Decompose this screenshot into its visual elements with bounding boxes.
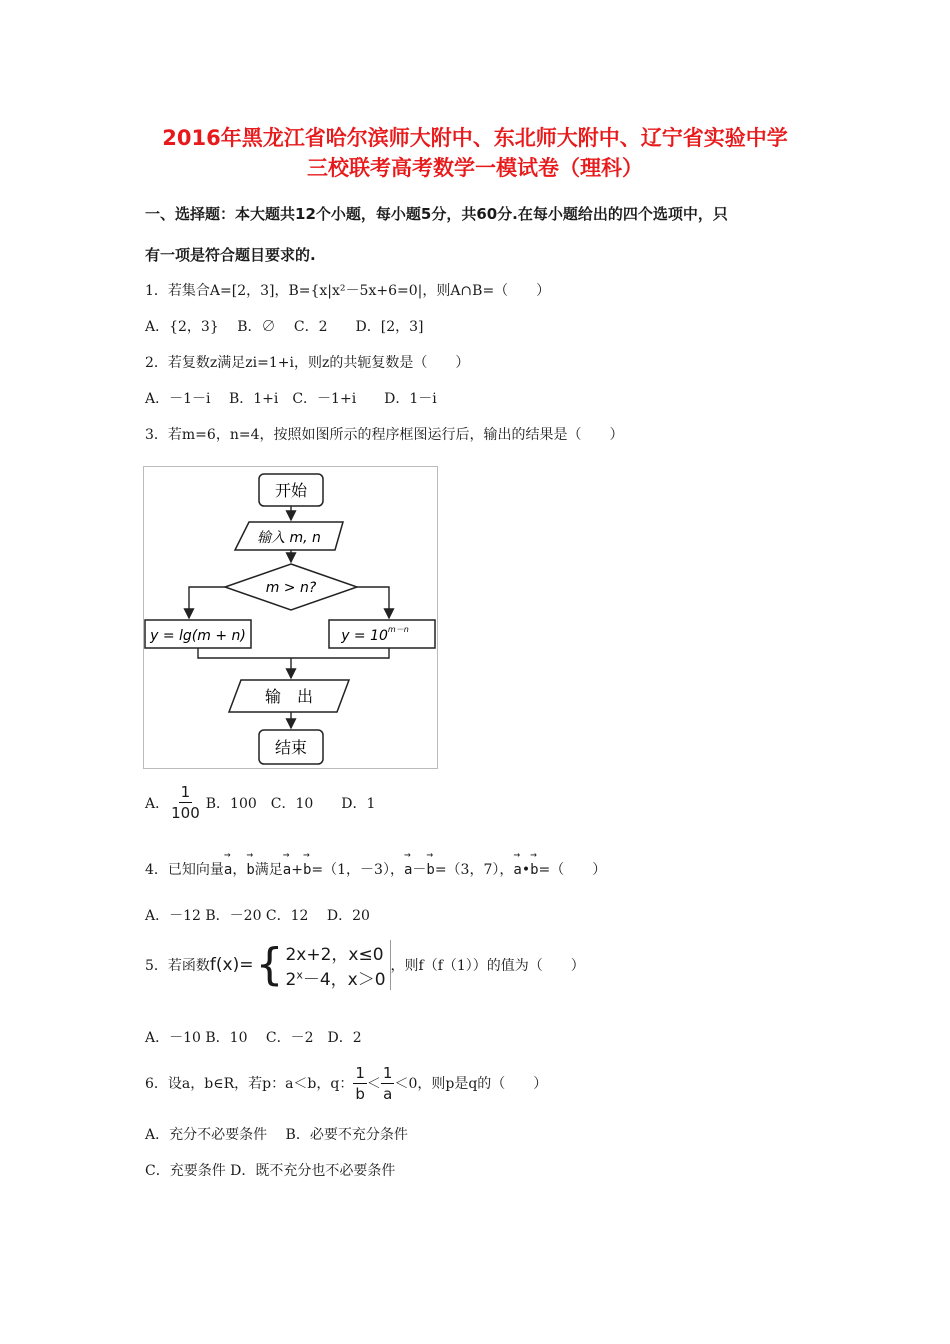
q5-suffix: ，则f（f（1））的值为（ ）: [390, 958, 585, 974]
q4-dot: •: [521, 862, 531, 878]
question-1: 1．若集合A=[2，3]，B={x|x²－5x+6=0|，则A∩B=（ ）: [145, 283, 551, 299]
q4-plus: +: [291, 862, 303, 878]
q5-case-2-rest: －4，x＞0: [302, 970, 386, 990]
q4-minus: －: [412, 862, 427, 878]
q3-option-a-denominator: 100: [171, 804, 200, 822]
q5-piecewise: [285, 940, 390, 990]
section-heading-line-2: 有一项是符合题目要求的.: [145, 246, 316, 264]
question-3: 3．若m=6，n=4，按照如图所示的程序框图运行后，输出的结果是（ ）: [145, 427, 624, 443]
q3-option-a-fraction: [169, 782, 202, 823]
q5-case-2-base: 2: [285, 970, 297, 990]
question-3-options: [145, 782, 375, 823]
question-6-options-1: A．充分不必要条件 B．必要不充分条件: [145, 1127, 408, 1143]
q4-comma: ，: [232, 862, 247, 878]
q3-option-a-numerator: 1: [180, 783, 191, 801]
q6-suffix: ＜0，则p是q的（ ）: [394, 1076, 548, 1092]
question-5: [145, 936, 585, 994]
q6-f1-denominator: b: [355, 1084, 365, 1103]
question-6-options-2: C．充要条件 D．既不充分也不必要条件: [145, 1163, 396, 1179]
q4-satisfy: 满足: [254, 862, 283, 878]
q4-sum-value: =（1，－3），: [311, 862, 404, 878]
q5-fx: f(x)=: [209, 955, 254, 975]
q6-f1-numerator: 1: [355, 1063, 365, 1082]
q6-fraction-1-over-a: [381, 1063, 395, 1104]
q3-option-a-label: A．: [145, 795, 170, 812]
flowchart: [143, 466, 439, 770]
flowchart-start-label: 开始: [274, 481, 308, 500]
title-line-2: 三校联考高考数学一模试卷（理科）: [307, 156, 643, 180]
q3-options-rest: B．100 C．10 D．1: [205, 795, 376, 812]
question-1-options: A．{2，3} B．∅ C．2 D．[2，3]: [145, 319, 424, 335]
title-line-1: 2016年黑龙江省哈尔滨师大附中、东北师大附中、辽宁省实验中学: [162, 126, 788, 150]
question-4: [145, 856, 606, 879]
flowchart-condition-label: m > n?: [265, 580, 317, 596]
question-5-options: A．－10 B．10 C．－2 D．2: [145, 1030, 362, 1046]
vector-a: → a: [224, 856, 232, 878]
q4-prefix: 4．已知向量: [145, 862, 224, 878]
q5-prefix: 5．若函数: [145, 958, 210, 974]
q5-case-2: [285, 965, 385, 990]
vector-b: → b: [303, 856, 311, 878]
question-2-options: A．－1－i B．1+i C．－1+i D．1－i: [145, 391, 437, 407]
q5-case-2-exp: x: [296, 968, 303, 982]
vector-a: → a: [283, 856, 291, 878]
q6-less-than: ＜: [366, 1076, 381, 1092]
flowchart-left-label: y = lg(m + n): [150, 628, 246, 644]
question-2: 2．若复数z满足zi=1+i，则z的共轭复数是（ ）: [145, 355, 470, 371]
q6-fraction-1-over-b: [353, 1063, 367, 1104]
vector-b: → b: [246, 856, 254, 878]
vector-b: → b: [426, 856, 434, 878]
flowchart-input-label: 输入 m, n: [257, 530, 321, 546]
q4-tail: =（ ）: [538, 862, 607, 878]
q5-case-1: 2x+2，x≤0: [285, 945, 384, 965]
vector-a: → a: [513, 856, 521, 878]
q4-diff-value: =（3，7），: [434, 862, 514, 878]
section-heading-line-1: 一、选择题：本大题共12个小题，每小题5分，共60分.在每小题给出的四个选项中，只: [145, 205, 728, 223]
q6-prefix: 6．设a，b∈R，若p：a＜b，q：: [145, 1076, 354, 1092]
vector-a: → a: [404, 856, 412, 878]
vector-b: → b: [530, 856, 538, 878]
flowchart-output-label: 输 出: [264, 687, 314, 706]
question-6: [145, 1060, 547, 1106]
question-4-options: A．－12 B．－20 C．12 D．20: [145, 908, 370, 924]
flowchart-end-label: 结束: [274, 738, 308, 757]
q5-left-brace: {: [255, 939, 284, 990]
q6-f2-denominator: a: [383, 1084, 393, 1103]
q6-f2-numerator: 1: [382, 1063, 393, 1082]
flowchart-right-label: $y = 10^{m-n}$: [341, 625, 409, 644]
